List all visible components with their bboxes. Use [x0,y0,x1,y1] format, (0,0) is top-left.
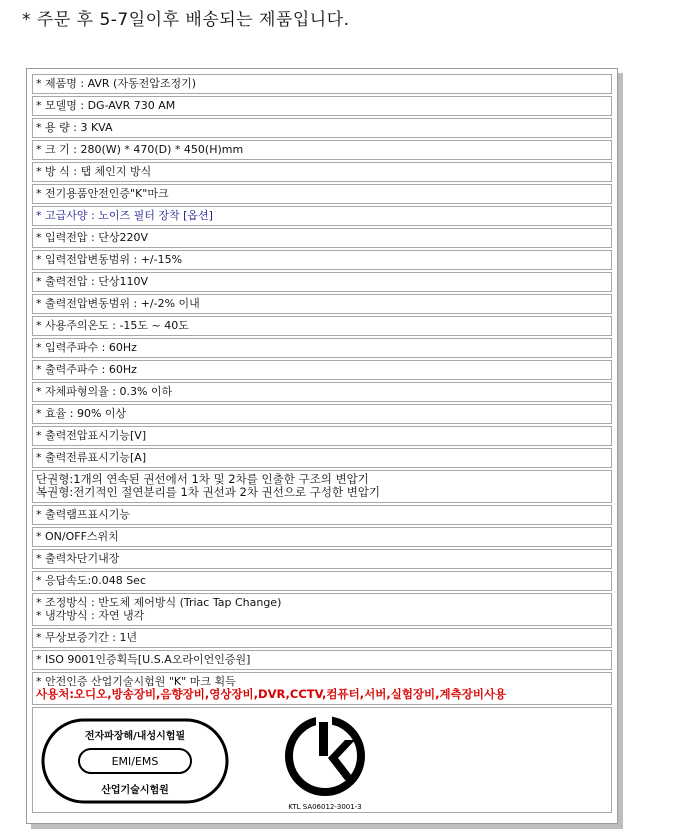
safety-cert: * 안전인증 산업기술시험원 "K" 마크 획득 [36,675,236,688]
spec-control [32,593,612,626]
spec-output-freq: * 출력주파수 : 60Hz [32,360,612,380]
spec-transformer-types [32,470,612,503]
spec-temperature: * 사용주의온도 : -15도 ~ 40도 [32,316,612,336]
spec-safety [32,672,612,705]
control-method: * 조정방식 : 반도체 제어방식 (Triac Tap Change) [36,596,282,609]
spec-iso: * ISO 9001인증획득[U.S.A오라이언인증원] [32,650,612,670]
spec-size: * 크 기 : 280(W) * 470(D) * 450(H)mm [32,140,612,160]
cooling-method: * 냉각방식 : 자연 냉각 [36,609,145,622]
emi-mid-text: EMI/EMS [111,755,159,768]
spec-onoff-switch: * ON/OFF스위치 [32,527,612,547]
spec-method: * 방 식 : 탭 체인지 방식 [32,162,612,182]
spec-warranty: * 무상보증기간 : 1년 [32,628,612,648]
spec-voltage-display: * 출력전압표시기능[V] [32,426,612,446]
spec-table [26,68,618,824]
spec-input-voltage: * 입력전압 : 단상220V [32,228,612,248]
spec-product-name: * 제품명 : AVR (자동전압조정기) [32,74,612,94]
spec-distortion: * 자체파형의율 : 0.3% 이하 [32,382,612,402]
k-mark-logo [271,712,379,812]
emi-bottom-text: 산업기술시험원 [101,785,169,796]
spec-model: * 모델명 : DG-AVR 730 AM [32,96,612,116]
shipping-note: * 주문 후 5-7일이후 배송되는 제품입니다. [22,10,350,30]
spec-capacity: * 용 량 : 3 KVA [32,118,612,138]
spec-k-cert: * 전기용품안전인증"K"마크 [32,184,612,204]
spec-breaker: * 출력차단기내장 [32,549,612,569]
k-code-text: KTL SA06012-3001-3 [288,803,362,811]
cert-logos [32,707,612,813]
spec-efficiency: * 효율 : 90% 이상 [32,404,612,424]
spec-output-lamp: * 출력램프표시기능 [32,505,612,525]
spec-output-voltage: * 출력전압 : 단상110V [32,272,612,292]
transformer-double: 복권형:전기적인 절연분리를 1차 권선과 2차 권선으로 구성한 변압기 [36,485,381,499]
spec-advanced-option: * 고급사양 : 노이즈 필터 장착 [옵션] [32,206,612,226]
spec-response: * 응답속도:0.048 Sec [32,571,612,591]
transformer-single: 단권형:1개의 연속된 권선에서 1차 및 2차를 인출한 구조의 변압기 [36,472,369,486]
spec-current-display: * 출력전류표시기능[A] [32,448,612,468]
usage-list: 사용처:오디오,방송장비,음향장비,영상장비,DVR,CCTV,컴퓨터,서버,실험장비,계측장비사용 [36,687,507,701]
spec-output-range: * 출력전압변동범위 : +/-2% 이내 [32,294,612,314]
emi-ems-seal [41,718,229,804]
emi-top-text: 전자파장해/내성시험필 [84,731,186,742]
spec-input-range: * 입력전압변동범위 : +/-15% [32,250,612,270]
spec-input-freq: * 입력주파수 : 60Hz [32,338,612,358]
